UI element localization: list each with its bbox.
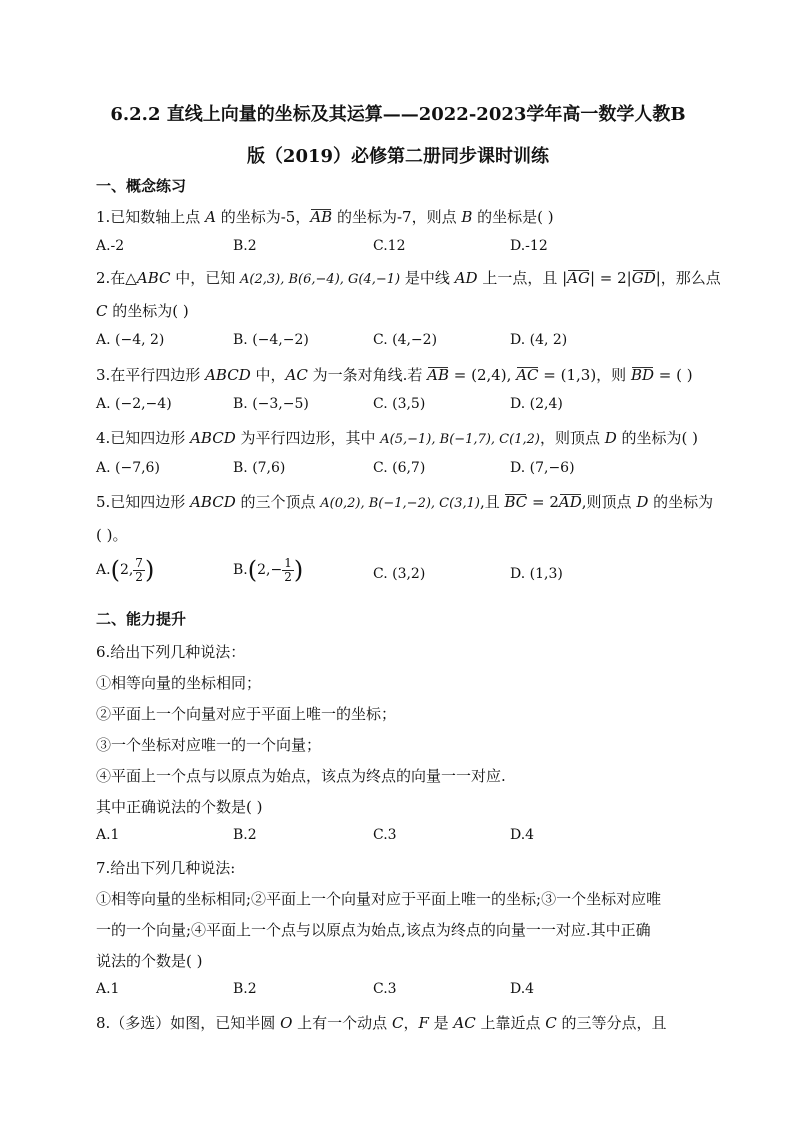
question-1-options (96, 238, 696, 260)
option-a: A. (−2,−4) (96, 396, 172, 412)
question-1-stem: 1.已知数轴上点 A 的坐标为-5，AB 的坐标为-7，则点 B 的坐标是( ) (96, 208, 554, 226)
option-d: D. (2,4) (510, 396, 563, 412)
question-5-stem: 5.已知四边形 ABCD 的三个顶点 A(0,2), B(−1,−2), C(3,1),且 BC = 2AD,则顶点 D 的坐标为 (96, 493, 714, 511)
option-c: C.3 (373, 981, 397, 997)
question-6-ask: 其中正确说法的个数是( ) (96, 798, 263, 816)
option-d: D. (4, 2) (510, 332, 568, 348)
vector-ac: AC (516, 366, 539, 384)
option-a: A.-2 (96, 238, 125, 254)
section-heading-concept: 一、概念练习 (96, 177, 187, 195)
option-b: B.2 (233, 238, 257, 254)
question-7-line-2: 一的一个向量;④平面上一个点与以原点为始点,该点为终点的向量一一对应.其中正确 (96, 921, 651, 939)
option-b: B. (−3,−5) (233, 396, 309, 412)
vector-ab: AB (427, 366, 449, 384)
fraction: $\frac{7}{2}$ (135, 555, 143, 584)
option-a: A. (−7,6) (96, 460, 160, 476)
question-4-options (96, 460, 696, 482)
question-3-options (96, 396, 696, 418)
question-2-options (96, 332, 696, 354)
option-a: A.1 (96, 827, 120, 843)
title-line-2: 版（2019）必修第二册同步课时训练 (246, 146, 550, 167)
statement-1: ①相等向量的坐标相同； (96, 674, 262, 692)
question-7-line-3: 说法的个数是( ) (96, 952, 203, 970)
question-7-stem: 7.给出下列几种说法: (96, 859, 236, 877)
option-b: B.2 (233, 981, 257, 997)
option-c: C.12 (373, 238, 406, 254)
vector-bc: BC (504, 493, 528, 511)
question-5-options (96, 556, 696, 592)
title-line-1: 6.2.2 直线上向量的坐标及其运算——2022-2023学年高一数学人教B (110, 104, 686, 125)
option-d: D.4 (510, 981, 535, 997)
option-d: D. (1,3) (510, 566, 563, 582)
option-c: C. (3,5) (373, 396, 426, 412)
statement-4: ④平面上一个点与以原点为始点，该点为终点的向量一一对应. (96, 767, 506, 785)
document-title (96, 94, 700, 178)
question-2-stem-line-2: C 的坐标为( ) (96, 302, 189, 320)
question-5-stem-line-2: ( )。 (96, 526, 128, 544)
question-8-stem: 8.（多选）如图，已知半圆 O 上有一个动点 C，F 是 AC 上靠近点 C 的三等分点，且 (96, 1014, 667, 1032)
option-d: D.4 (510, 827, 535, 843)
question-4-stem: 4.已知四边形 ABCD 为平行四边形，其中 A(5,−1), B(−1,7), C(1,2)，则顶点 D 的坐标为( ) (96, 429, 698, 447)
question-7-line-1: ①相等向量的坐标相同;②平面上一个向量对应于平面上唯一的坐标;③一个坐标对应唯 (96, 890, 662, 908)
statement-3: ③一个坐标对应唯一的一个向量； (96, 736, 322, 754)
option-a: A. (−4, 2) (96, 332, 165, 348)
option-a: A.(2, $\frac{7}{2}$ ) (96, 555, 155, 584)
option-b: B. (7,6) (233, 460, 286, 476)
fraction: $\frac{1}{2}$ (284, 555, 292, 584)
option-b: B.2 (233, 827, 257, 843)
statement-2: ②平面上一个向量对应于平面上唯一的坐标； (96, 705, 397, 723)
option-c: C. (6,7) (373, 460, 426, 476)
option-b: B. (−4,−2) (233, 332, 309, 348)
vector-ab: AB (310, 208, 333, 226)
question-3-stem: 3.在平行四边形 ABCD 中，AC 为一条对角线.若 AB = (2,4), AC = (1,3)，则 BD = ( ) (96, 366, 693, 384)
option-b: B.(2,− $\frac{1}{2}$ ) (233, 555, 304, 584)
section-heading-ability: 二、能力提升 (96, 610, 187, 628)
vector-bd: BD (630, 366, 655, 384)
option-c: C.3 (373, 827, 397, 843)
vector-ad: AD (558, 493, 582, 511)
question-2-stem: 2.在△ABC 中，已知 A(2,3), B(6,−4), G(4,−1) 是中线 AD 上一点，且 |AG| = 2|GD|，那么点 (96, 269, 721, 287)
option-a: A.1 (96, 981, 120, 997)
question-6-stem: 6.给出下列几种说法： (96, 643, 246, 661)
option-c: C. (4,−2) (373, 332, 438, 348)
question-7-options (96, 981, 696, 1003)
question-6-options (96, 827, 696, 849)
option-d: D. (7,−6) (510, 460, 575, 476)
vector-ag: AG (567, 269, 590, 287)
option-c: C. (3,2) (373, 566, 426, 582)
option-d: D.-12 (510, 238, 548, 254)
vector-gd: GD (631, 269, 656, 287)
